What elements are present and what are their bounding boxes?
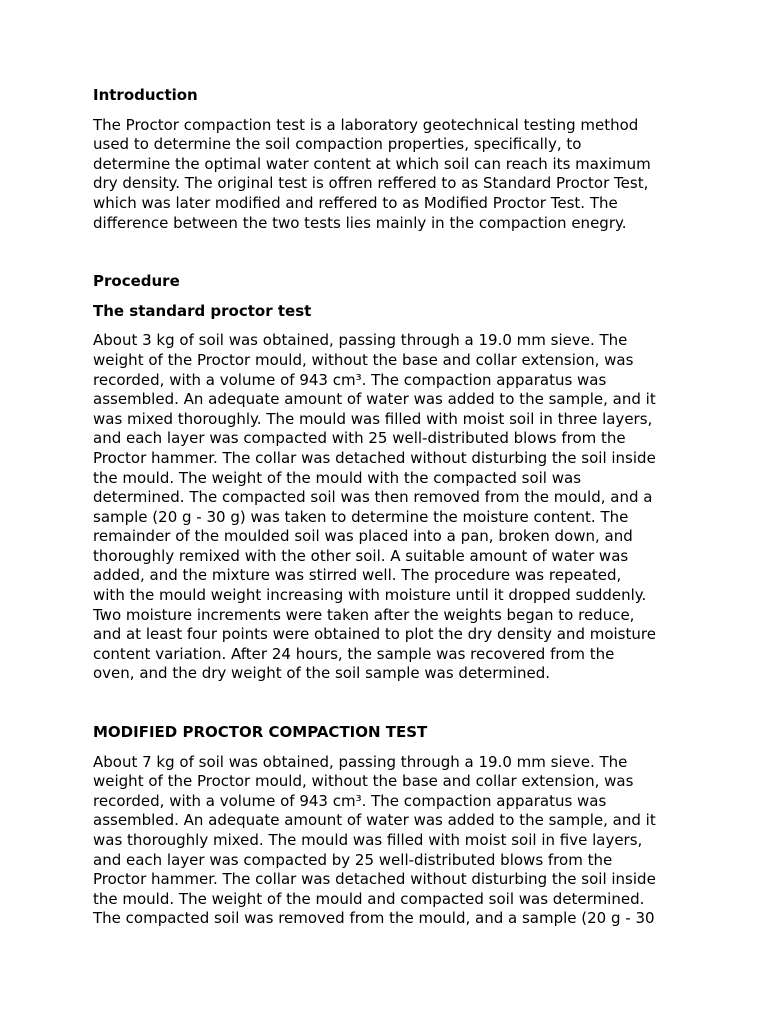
paragraph-line: with the mould weight increasing with moisture until it dropped suddenly.: [93, 586, 647, 605]
paragraph-line: oven, and the dry weight of the soil sample was determined.: [93, 664, 550, 683]
paragraph-line: which was later modified and reffered to as Modified Proctor Test. The: [93, 193, 618, 212]
paragraph-line: the mould. The weight of the mould and compacted soil was determined.: [93, 889, 645, 908]
paragraph-line: assembled. An adequate amount of water was added to the sample, and it: [93, 390, 656, 409]
standard-proctor-heading: The standard proctor test: [93, 301, 312, 320]
paragraph-line: recorded, with a volume of 943 cm³. The compaction apparatus was: [93, 370, 607, 389]
procedure-heading: Procedure: [93, 272, 180, 291]
paragraph-line: and each layer was compacted by 25 well-distributed blows from the: [93, 850, 613, 869]
paragraph-line: weight of the Proctor mould, without the base and collar extension, was: [93, 772, 634, 791]
paragraph-line: remainder of the moulded soil was placed into a pan, broken down, and: [93, 527, 633, 546]
paragraph-line: weight of the Proctor mould, without the base and collar extension, was: [93, 350, 634, 369]
paragraph-line: was thoroughly mixed. The mould was filled with moist soil in five layers,: [93, 831, 643, 849]
paragraph-line: About 3 kg of soil was obtained, passing through a 19.0 mm sieve. The: [93, 331, 628, 350]
paragraph-line: The compacted soil was removed from the mould, and a sample (20 g - 30: [93, 909, 655, 928]
paragraph-line: and at least four points were obtained to plot the dry density and moisture: [93, 625, 656, 644]
paragraph-line: recorded, with a volume of 943 cm³. The compaction apparatus was: [93, 791, 607, 810]
paragraph-line: About 7 kg of soil was obtained, passing through a 19.0 mm sieve. The: [93, 752, 628, 771]
paragraph-line: Proctor hammer. The collar was detached without disturbing the soil inside: [93, 448, 656, 467]
paragraph-line: was mixed thoroughly. The mould was filled with moist soil in three layers,: [93, 409, 653, 428]
introduction-heading: Introduction: [93, 86, 198, 104]
paragraph-line: determine the optimal water content at which soil can reach its maximum: [93, 154, 651, 173]
paragraph-line: dry density. The original test is offren reffered to as Standard Proctor Test,: [93, 174, 649, 193]
paragraph-line: content variation. After 24 hours, the sample was recovered from the: [93, 644, 615, 663]
paragraph-line: and each layer was compacted with 25 well-distributed blows from the: [93, 429, 626, 448]
standard-proctor-paragraph: [93, 331, 683, 684]
paragraph-line: determined. The compacted soil was then removed from the mould, and a: [93, 488, 653, 507]
modified-proctor-heading: MODIFIED PROCTOR COMPACTION TEST: [93, 723, 428, 742]
document-page: [93, 86, 683, 929]
paragraph-line: Two moisture increments were taken after the weights began to reduce,: [93, 605, 635, 624]
paragraph-line: sample (20 g - 30 g) was taken to determine the moisture content. The: [93, 507, 629, 526]
introduction-paragraph: [93, 116, 683, 234]
paragraph-line: thoroughly remixed with the other soil. A suitable amount of water was: [93, 546, 629, 565]
paragraph-line: added, and the mixture was stirred well. The procedure was repeated,: [93, 566, 622, 585]
paragraph-line: used to determine the soil compaction properties, specifically, to: [93, 135, 582, 154]
paragraph-line: The Proctor compaction test is a laboratory geotechnical testing method: [93, 115, 639, 134]
paragraph-line: assembled. An adequate amount of water was added to the sample, and it: [93, 811, 656, 830]
modified-proctor-paragraph: [93, 753, 683, 929]
paragraph-line: difference between the two tests lies mainly in the compaction enegry.: [93, 213, 627, 232]
paragraph-line: the mould. The weight of the mould with the compacted soil was: [93, 468, 582, 487]
paragraph-line: Proctor hammer. The collar was detached without disturbing the soil inside: [93, 870, 656, 889]
